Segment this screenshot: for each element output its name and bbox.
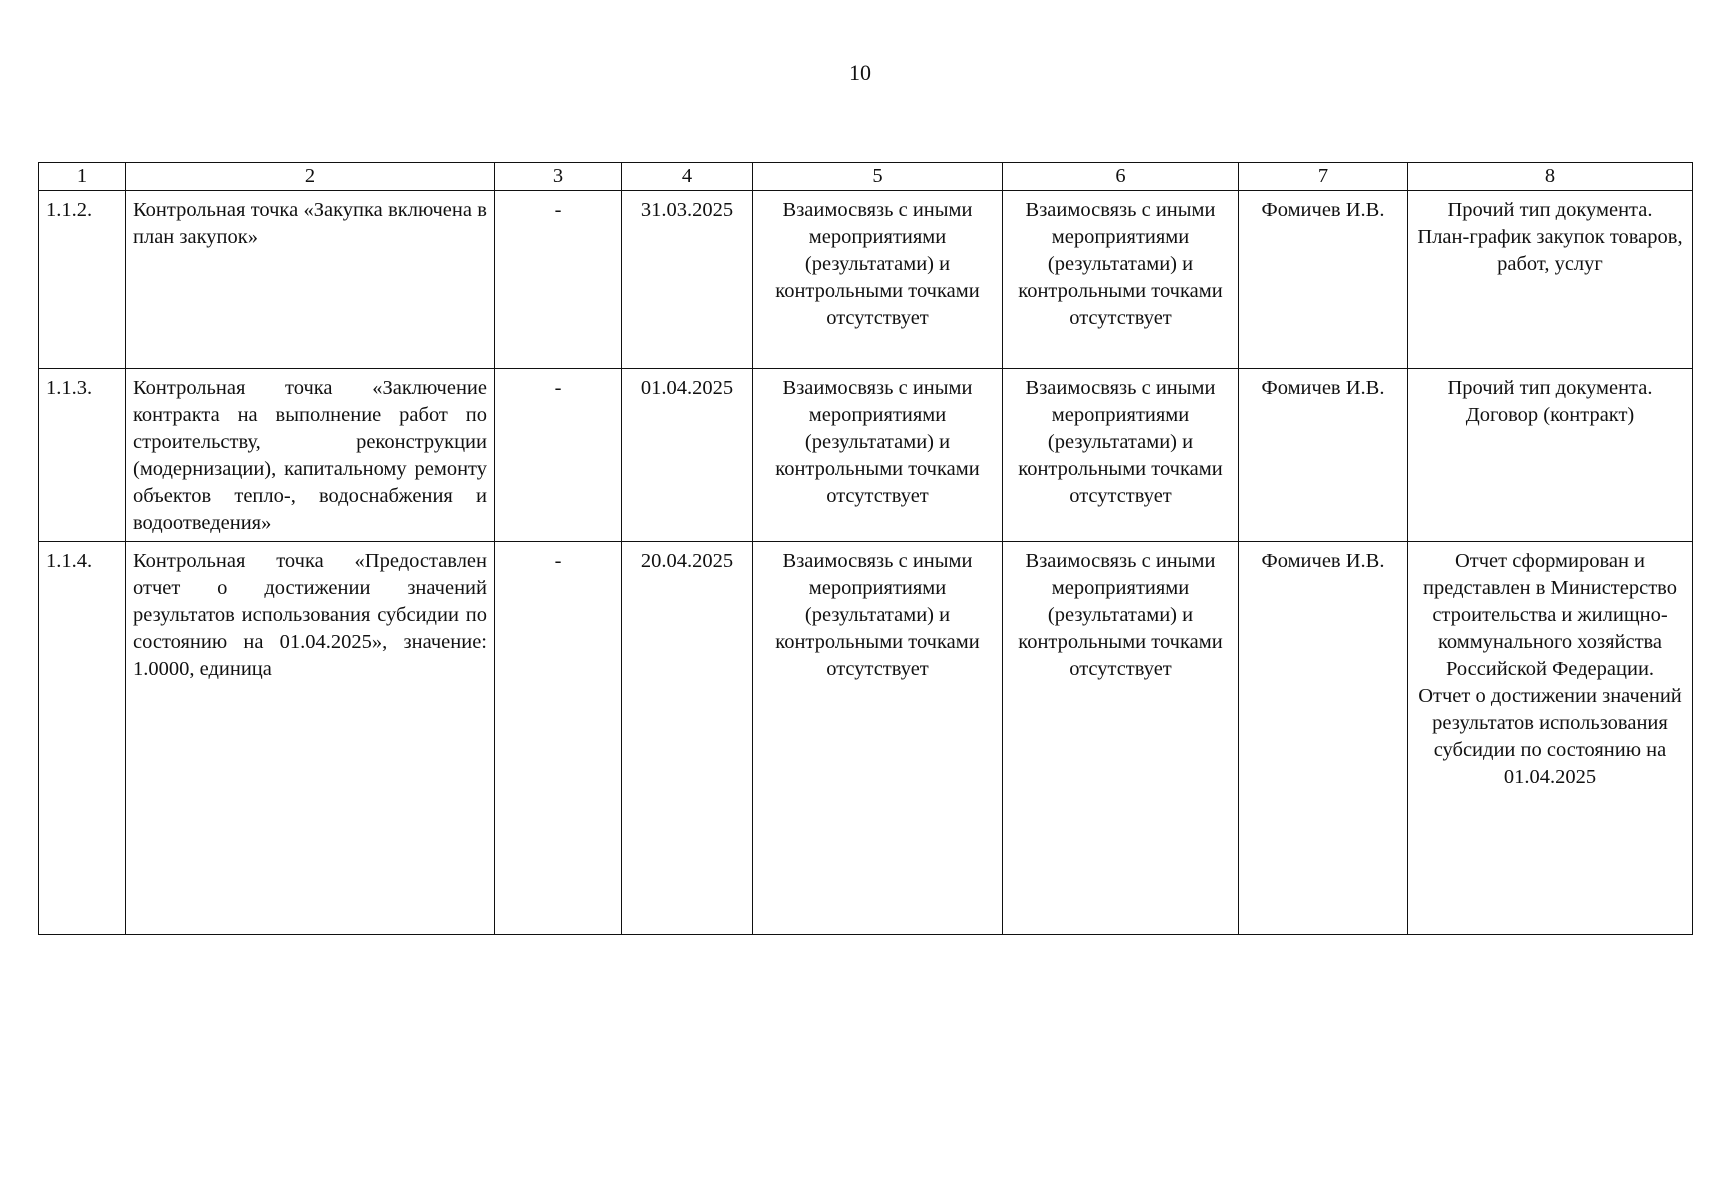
document-type bbox=[1408, 542, 1693, 935]
responsible-person: Фомичев И.В. bbox=[1239, 191, 1408, 369]
control-point-name: Контрольная точка «Предоставлен отчет о достижении значений результатов использования субсидии по состоянию на 01.04.2025», значение: 1.0000, единица bbox=[126, 542, 495, 935]
column-number-8: 8 bbox=[1408, 163, 1693, 191]
column-number-2: 2 bbox=[126, 163, 495, 191]
column-number-6: 6 bbox=[1003, 163, 1239, 191]
document-line: Прочий тип документа. bbox=[1447, 199, 1653, 221]
column-number-5: 5 bbox=[753, 163, 1003, 191]
control-points-table bbox=[38, 162, 1693, 935]
relationship-text: Взаимосвязь с иными мероприятиями (результатами) и контрольными точками отсутствует bbox=[753, 542, 1003, 935]
due-date: 01.04.2025 bbox=[622, 369, 753, 542]
row-number: 1.1.2. bbox=[39, 191, 126, 369]
due-date: 31.03.2025 bbox=[622, 191, 753, 369]
document-line: Отчет о достижении значений результатов использования субсидии по состоянию на 01.04.2025 bbox=[1418, 685, 1682, 788]
column-number-7: 7 bbox=[1239, 163, 1408, 191]
column-number-4: 4 bbox=[622, 163, 753, 191]
column-3-value: - bbox=[495, 191, 622, 369]
document-type bbox=[1408, 191, 1693, 369]
responsible-person: Фомичев И.В. bbox=[1239, 369, 1408, 542]
document-type bbox=[1408, 369, 1693, 542]
table-row bbox=[39, 191, 1693, 369]
control-point-name: Контрольная точка «Заключение контракта на выполнение работ по строительству, реконструкции (модернизации), капитальному ремонту объектов тепло-, водоснабжения и водоотведения» bbox=[126, 369, 495, 542]
relationship-text-alt: Взаимосвязь с иными мероприятиями (результатами) и контрольными точками отсутствует bbox=[1003, 369, 1239, 542]
table-row bbox=[39, 369, 1693, 542]
page-number: 10 bbox=[849, 60, 871, 85]
relationship-text: Взаимосвязь с иными мероприятиями (результатами) и контрольными точками отсутствует bbox=[753, 369, 1003, 542]
row-number: 1.1.3. bbox=[39, 369, 126, 542]
responsible-person: Фомичев И.В. bbox=[1239, 542, 1408, 935]
column-number-3: 3 bbox=[495, 163, 622, 191]
column-3-value: - bbox=[495, 542, 622, 935]
document-line: Прочий тип документа. bbox=[1447, 377, 1653, 399]
table-row bbox=[39, 542, 1693, 935]
column-number-1: 1 bbox=[39, 163, 126, 191]
document-line: Договор (контракт) bbox=[1465, 404, 1635, 426]
row-number: 1.1.4. bbox=[39, 542, 126, 935]
column-3-value: - bbox=[495, 369, 622, 542]
relationship-text-alt: Взаимосвязь с иными мероприятиями (результатами) и контрольными точками отсутствует bbox=[1003, 191, 1239, 369]
table-header-row bbox=[39, 163, 1693, 191]
due-date: 20.04.2025 bbox=[622, 542, 753, 935]
relationship-text-alt: Взаимосвязь с иными мероприятиями (результатами) и контрольными точками отсутствует bbox=[1003, 542, 1239, 935]
relationship-text: Взаимосвязь с иными мероприятиями (результатами) и контрольными точками отсутствует bbox=[753, 191, 1003, 369]
document-line: План-график закупок товаров, работ, услуг bbox=[1417, 226, 1683, 275]
document-line: Отчет сформирован и представлен в Министерство строительства и жилищно-коммунального хозяйства Российской Федерации. bbox=[1423, 550, 1677, 680]
control-point-name: Контрольная точка «Закупка включена в план закупок» bbox=[126, 191, 495, 369]
